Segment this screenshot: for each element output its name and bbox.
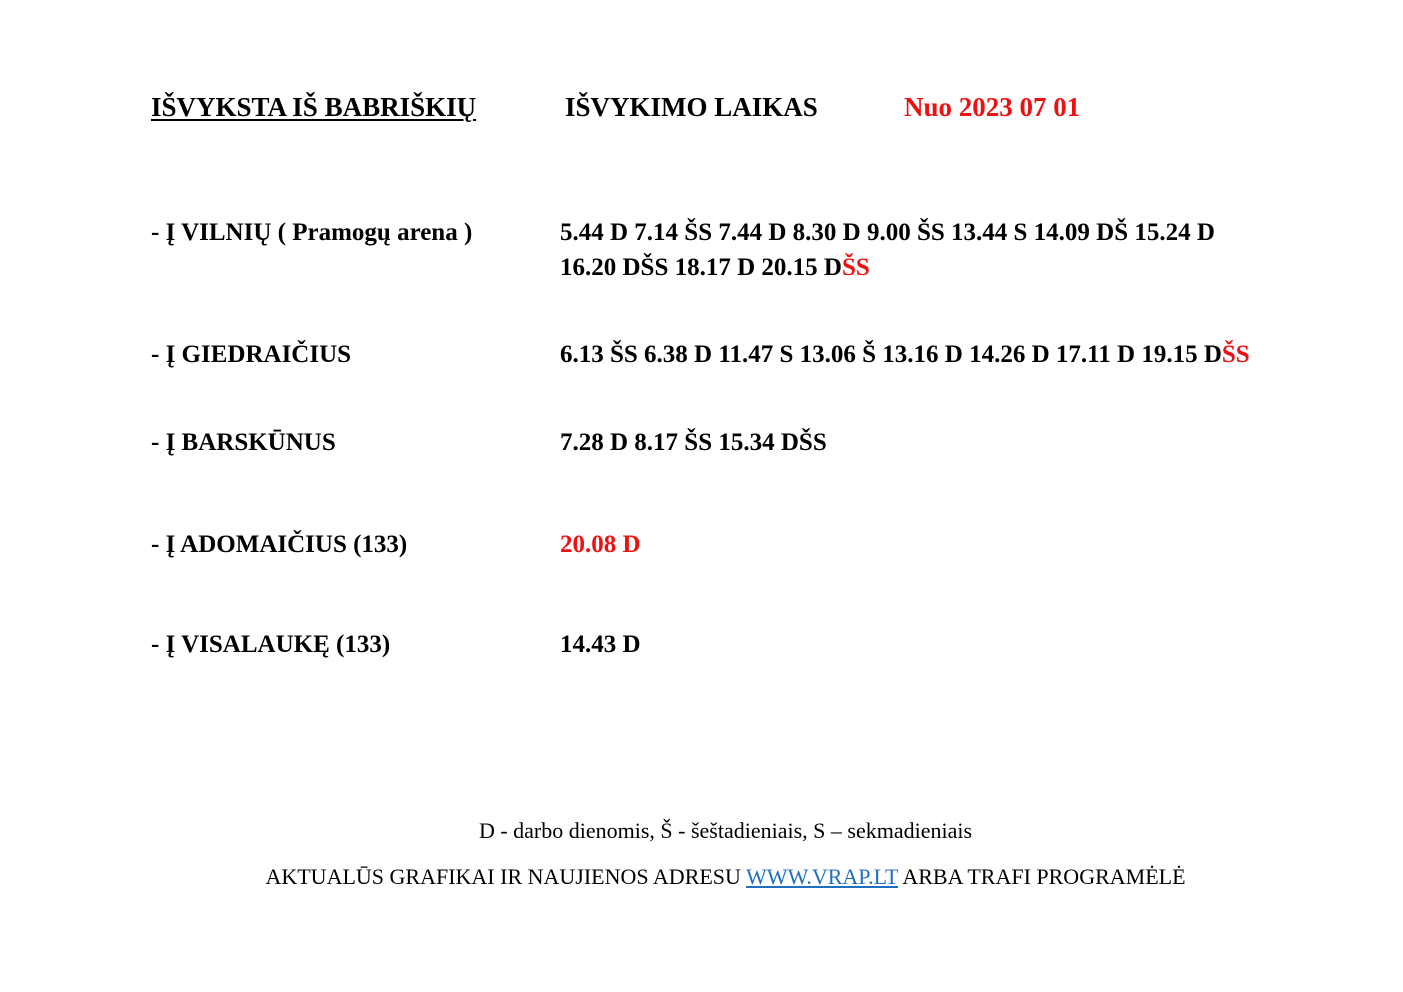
times-line: 7.28 D 8.17 ŠS 15.34 DŠS	[560, 429, 827, 456]
route-times	[560, 627, 1320, 662]
footer-text-before: AKTUALŪS GRAFIKAI IR NAUJIENOS ADRESU	[265, 864, 741, 889]
times-line: 14.43 D	[560, 631, 641, 658]
route-destination: - Į GIEDRAIČIUS	[151, 341, 352, 368]
times-line: 5.44 D 7.14 ŠS 7.44 D 8.30 D 9.00 ŠS 13.44 S 14.09 DŠ 15.24 D	[560, 219, 1215, 246]
times-highlight: ŠS	[841, 254, 870, 281]
route-times	[560, 337, 1320, 372]
day-legend: D - darbo dienomis, Š - šeštadieniais, S – sekmadieniais	[478, 818, 973, 843]
times-line	[560, 250, 1320, 285]
route-destination: - Į VISALAUKĘ (133)	[151, 631, 391, 658]
route-times	[560, 425, 1320, 460]
valid-from-date: Nuo 2023 07 01	[904, 92, 1081, 122]
departure-from-title: IŠVYKSTA IŠ BABRIŠKIŲ	[151, 92, 477, 122]
footer-text-after: ARBA TRAFI PROGRAMĖLĖ	[902, 864, 1186, 889]
departure-time-title: IŠVYKIMO LAIKAS	[565, 92, 818, 122]
route-destination: - Į ADOMAIČIUS (133)	[151, 531, 408, 558]
times-highlight: ŠS	[1221, 341, 1250, 368]
schedule-header	[0, 92, 1403, 128]
route-destination: - Į VILNIŲ ( Pramogų arena )	[151, 219, 473, 246]
times-line	[560, 337, 1320, 372]
route-destination: - Į BARSKŪNUS	[151, 429, 336, 456]
times-text: 6.13 ŠS 6.38 D 11.47 S 13.06 Š 13.16 D 14.26 D 17.11 D 19.15 D	[560, 341, 1222, 368]
vrap-website-link[interactable]: WWW.VRAP.LT	[746, 864, 899, 889]
route-times	[560, 215, 1320, 285]
route-times	[560, 527, 1320, 562]
times-text: 16.20 DŠS 18.17 D 20.15 D	[560, 254, 842, 281]
times-highlight: 20.08 D	[560, 531, 641, 558]
footer-note	[0, 864, 1403, 890]
